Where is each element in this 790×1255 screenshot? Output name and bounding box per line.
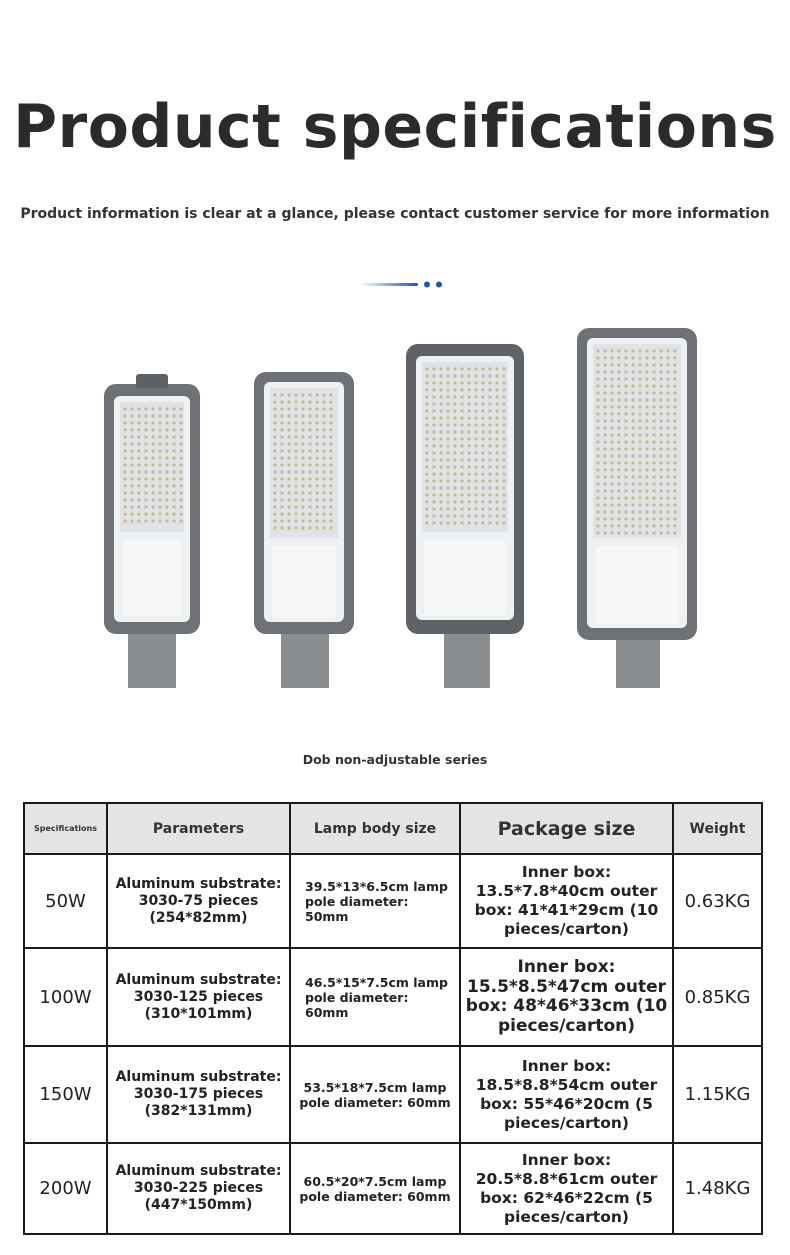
table-header-row [24, 803, 762, 854]
cell-power: 100W [24, 948, 107, 1046]
cell-weight: 0.85KG [673, 948, 762, 1046]
cell-package-size: Inner box: 18.5*8.8*54cm outer box: 55*46*20cm (5 pieces/carton) [460, 1046, 673, 1143]
cell-weight: 1.48KG [673, 1143, 762, 1234]
table-row [24, 1143, 762, 1234]
table-row [24, 948, 762, 1046]
cell-lamp-body-size: 53.5*18*7.5cm lamp pole diameter: 60mm [290, 1046, 460, 1143]
table-row [24, 854, 762, 948]
lamp-gallery [0, 320, 790, 700]
page-title: Product specifications [13, 92, 777, 162]
header-lamp-body-size: Lamp body size [290, 803, 460, 854]
cell-lamp-body-size: 46.5*15*7.5cm lamp pole diameter: 60mm [290, 948, 460, 1046]
header-specifications: Specifications [24, 803, 107, 854]
cell-package-size: Inner box: 13.5*7.8*40cm outer box: 41*41*29cm (10 pieces/carton) [460, 854, 673, 948]
cell-package-size: Inner box: 20.5*8.8*61cm outer box: 62*46*22cm (5 pieces/carton) [460, 1143, 673, 1234]
cell-power: 150W [24, 1046, 107, 1143]
header-package-size: Package size [460, 803, 673, 854]
series-caption: Dob non-adjustable series [302, 752, 488, 767]
cell-parameters: Aluminum substrate: 3030-125 pieces (310*101mm) [107, 948, 290, 1046]
lamp-100w-image [254, 372, 354, 688]
cell-parameters: Aluminum substrate: 3030-175 pieces (382*131mm) [107, 1046, 290, 1143]
table-row [24, 1046, 762, 1143]
header-parameters: Parameters [107, 803, 290, 854]
cell-lamp-body-size: 60.5*20*7.5cm lamp pole diameter: 60mm [290, 1143, 460, 1234]
cell-power: 200W [24, 1143, 107, 1234]
page-subtitle: Product information is clear at a glance, please contact customer service for more information [20, 206, 770, 222]
cell-lamp-body-size: 39.5*13*6.5cm lamp pole diameter: 50mm [290, 854, 460, 948]
lamp-50w-image [104, 374, 200, 688]
lamp-150w-image [406, 344, 524, 688]
divider-decoration [360, 279, 450, 291]
cell-package-size: Inner box: 15.5*8.5*47cm outer box: 48*46*33cm (10 pieces/carton) [460, 948, 673, 1046]
cell-weight: 1.15KG [673, 1046, 762, 1143]
cell-power: 50W [24, 854, 107, 948]
header-weight: Weight [673, 803, 762, 854]
cell-parameters: Aluminum substrate: 3030-225 pieces (447*150mm) [107, 1143, 290, 1234]
cell-parameters: Aluminum substrate: 3030-75 pieces (254*82mm) [107, 854, 290, 948]
spec-table [23, 802, 763, 1235]
lamp-200w-image [577, 328, 697, 688]
cell-weight: 0.63KG [673, 854, 762, 948]
